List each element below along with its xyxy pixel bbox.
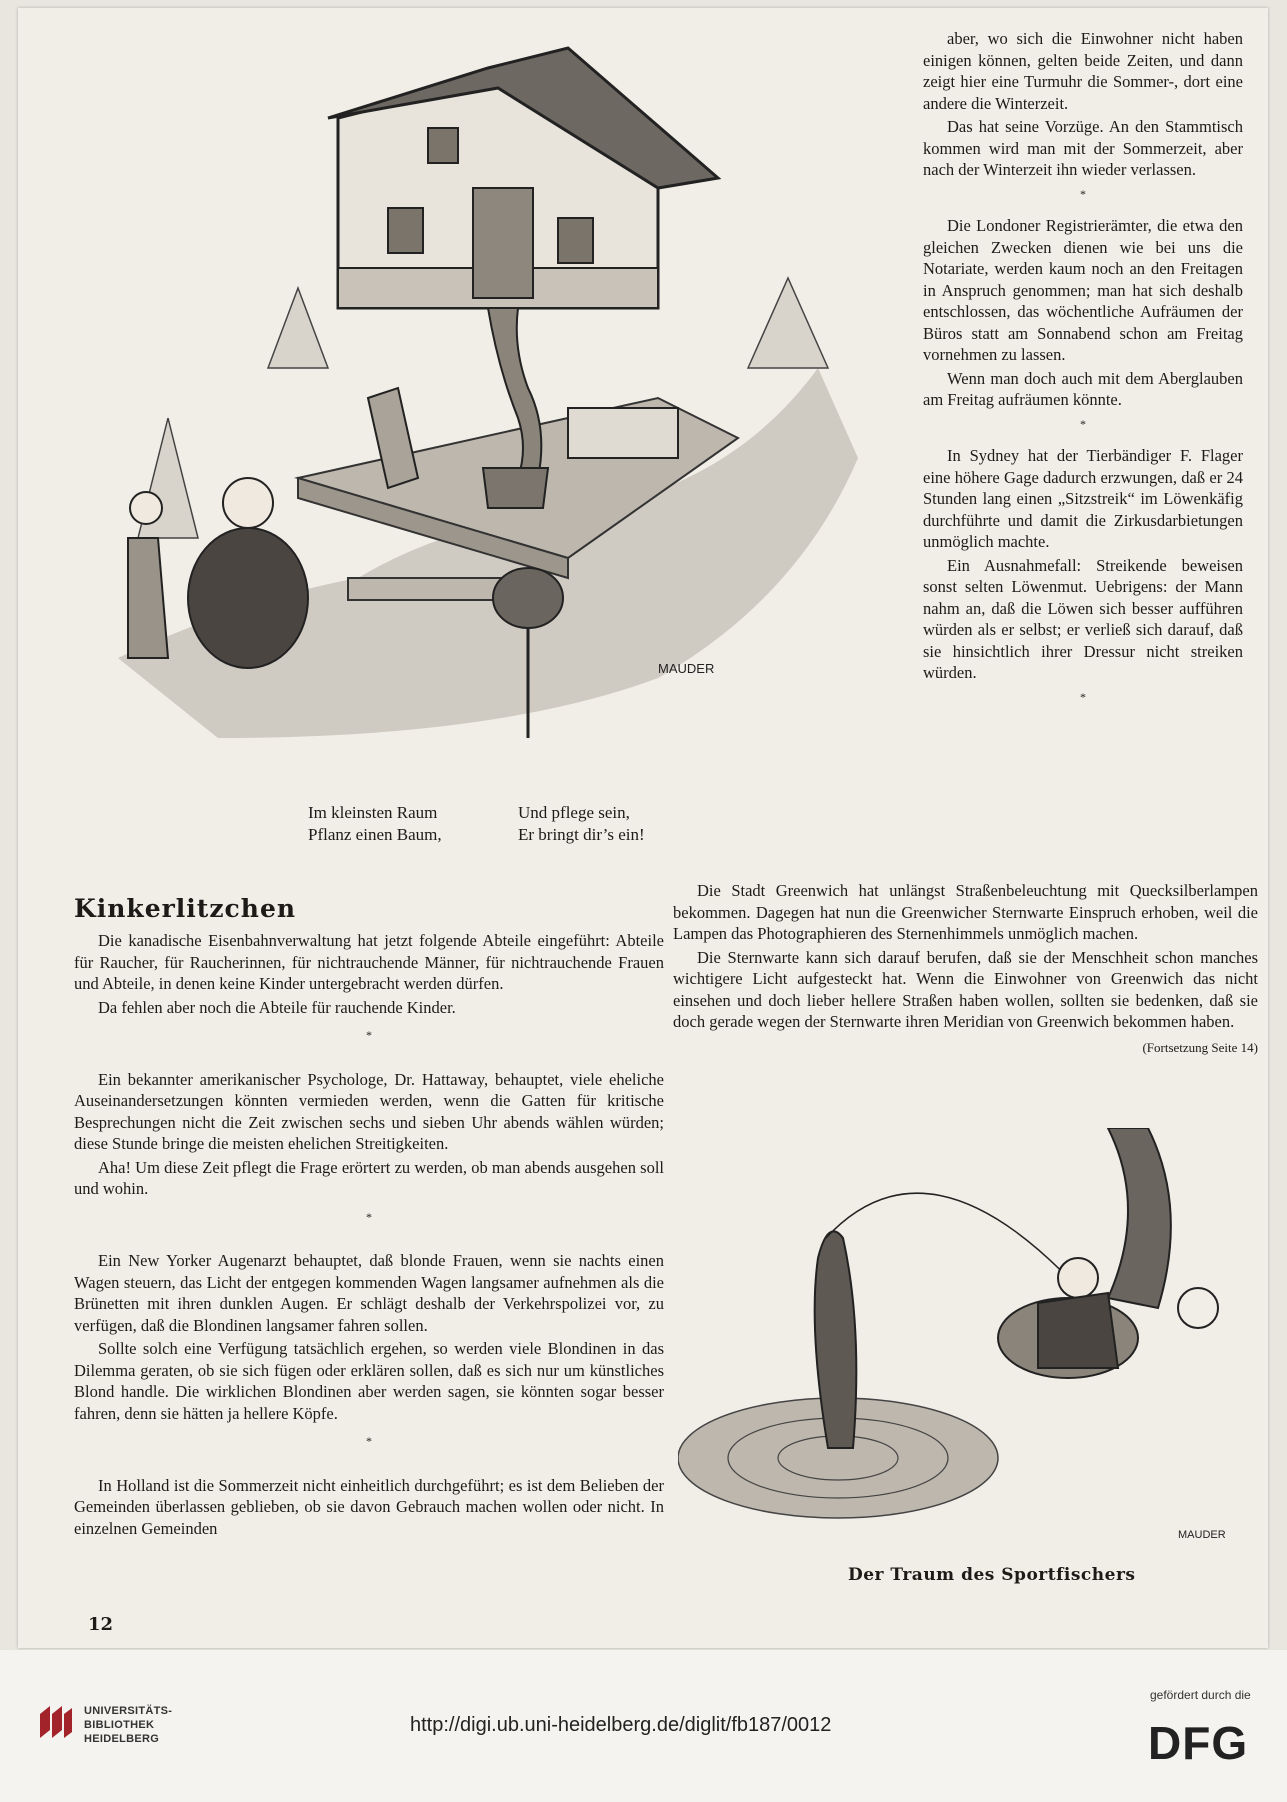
paragraph: Ein Ausnahmefall: Streikende beweisen sonst selten Löwenmut. Uebrigens: der Mann nahm an, daß die Löwen sich besser aufführen würden als er selbst; er verließ sich darauf, daß sie hinsichtlich ihrer Dressur nicht streiken würden. xyxy=(923,555,1243,682)
paragraph: Die Sternwarte kann sich darauf berufen, daß sie der Menschheit schon manches wichtigere Licht aufgesteckt hat. Wenn die Einwohner von Greenwich das nicht einsehen und doch lieber hellere Straßen haben wollen, sollten sie bedenken, daß sie doch gerade wegen der Sternwarte ihren Meridian von Greenwich bekommen haben. xyxy=(673,947,1258,1031)
paragraph: Ein New Yorker Augenarzt behauptet, daß blonde Frauen, wenn sie nachts einen Wagen steuern, das Licht der entgegen kommenden Wagen langsamer aufnehmen als die Brünetten mit ihren dunklen Augen. Er schlägt deshalb der Verkehrspolizei vor, zu verfügen, daß die Blondinen langsamer fahren sollen. xyxy=(74,1251,664,1335)
separator: * xyxy=(1080,416,1086,431)
paragraph: Aha! Um diese Zeit pflegt die Frage erörtert zu werden, ob man abends ausgehen soll und wohin. xyxy=(74,1157,664,1198)
fishing-cartoon xyxy=(678,1128,1258,1548)
page-number: 12 xyxy=(88,1614,114,1635)
caption-line: Pflanz einen Baum, xyxy=(308,825,442,844)
separator: * xyxy=(366,1434,372,1448)
separator: * xyxy=(366,1209,372,1224)
middle-right-column xyxy=(673,880,1258,1058)
caption-line: Und pflege sein, xyxy=(518,803,630,822)
separator: * xyxy=(1080,186,1086,201)
paragraph: In Sydney hat der Tierbändiger F. Flager eine höhere Gage dadurch erzwungen, daß er 24 Stunden lang einen „Sitzstreik“ im Löwenkäfig durchführte und damit die Zirkusdarbietungen unmöglich machte. xyxy=(923,446,1243,551)
paragraph: Die Londoner Registrierämter, die etwa den gleichen Zwecken dienen wie bei uns die Notariate, werden kaum noch an den Freitagen in Anspruch genommen; man hat sich deshalb entschlossen, das wöchentliche Aufräumen der Büros statt am Sonnabend schon am Freitag vornehmen zu lassen. xyxy=(923,216,1243,364)
separator: * xyxy=(366,1028,372,1042)
caption-left xyxy=(308,802,442,846)
paragraph: Das hat seine Vorzüge. An den Stammtisch kommen wird man mit der Sommerzeit, aber nach der Winterzeit ihn wieder verlassen. xyxy=(923,117,1243,179)
paragraph: Ein bekannter amerikanischer Psychologe, Dr. Hattaway, behauptet, viele eheliche Auseinandersetzungen könnten vermieden werden, wenn die Gatten für kritische Besprechungen nicht die Zeit zwischen sechs und sieben Uhr abends wählen würden; diese Stunde bringe die meisten ehelichen Streitigkeiten. xyxy=(74,1069,664,1153)
magazine-page xyxy=(18,8,1268,1648)
caption-line: Im kleinsten Raum xyxy=(308,803,438,822)
section-heading: Kinkerlitzchen xyxy=(74,894,297,923)
caption-right xyxy=(518,802,645,846)
uni-line: BIBLIOTHEK xyxy=(84,1719,155,1731)
right-column-top xyxy=(923,28,1243,718)
uni-line: UNIVERSITÄTS- xyxy=(84,1705,173,1717)
paragraph: aber, wo sich die Einwohner nicht haben einigen können, gelten beide Zeiten, und dann zeigt hier eine Turmuhr die Sommer-, dort eine andere die Winterzeit. xyxy=(923,29,1243,113)
cartoon-signature: MAUDER xyxy=(658,661,715,676)
separator: * xyxy=(1080,689,1086,704)
university-name xyxy=(84,1704,172,1746)
paragraph: Die Stadt Greenwich hat unlängst Straßenbeleuchtung mit Quecksilberlampen bekommen. Dagegen hat nun die Greenwicher Sternwarte Einspruch erhoben, weil die Lampen das Photographieren des Sternenhimmels unmöglich machen. xyxy=(673,881,1258,943)
caption-line: Er bringt dir’s ein! xyxy=(518,825,645,844)
paragraph: Die kanadische Eisenbahnverwaltung hat jetzt folgende Abteile eingeführt: Abteile für Raucher, für Raucherinnen, für nichtrauchende Männer, für nichtrauchende Frauen und Abteile, in denen keine Kinder untergebracht werden dürfen. xyxy=(74,931,664,993)
paragraph: Sollte solch eine Verfügung tatsächlich ergehen, so werden viele Blondinen in das Dilemma geraten, ob sie sich fügen oder erklären sollen, daß es sich nur um künstliches Blond handle. Die wirklichen Blondinen aber werden sagen, sie könnten sogar besser fahren, denn sie hätten ja hellere Köpfe. xyxy=(74,1339,664,1423)
paragraph: In Holland ist die Sommerzeit nicht einheitlich durchgeführt; es ist dem Belieben der Gemeinden überlassen geblieben, ob sie davon Gebrauch machen wollen oder nicht. In einzelnen Gemeinden xyxy=(74,1475,664,1538)
paragraph: Da fehlen aber noch die Abteile für rauchende Kinder. xyxy=(98,997,456,1017)
source-url-link[interactable]: http://digi.ub.uni-heidelberg.de/diglit/fb187/0012 xyxy=(410,1714,832,1736)
treehouse-cartoon xyxy=(98,38,918,798)
fishing-caption: Der Traum des Sportfischers xyxy=(848,1565,1136,1585)
university-logo-icon xyxy=(36,1702,76,1742)
uni-line: HEIDELBERG xyxy=(84,1733,160,1745)
sponsor-text: gefördert durch die xyxy=(1150,1688,1251,1702)
left-column xyxy=(74,930,664,1541)
continued-note: (Fortsetzung Seite 14) xyxy=(1142,1039,1258,1055)
cartoon-signature: MAUDER xyxy=(1178,1529,1226,1541)
paragraph: Wenn man doch auch mit dem Aberglauben am Freitag aufräumen könnte. xyxy=(923,368,1243,409)
dfg-logo: DFG xyxy=(1148,1717,1249,1769)
footer-bar xyxy=(0,1650,1287,1802)
